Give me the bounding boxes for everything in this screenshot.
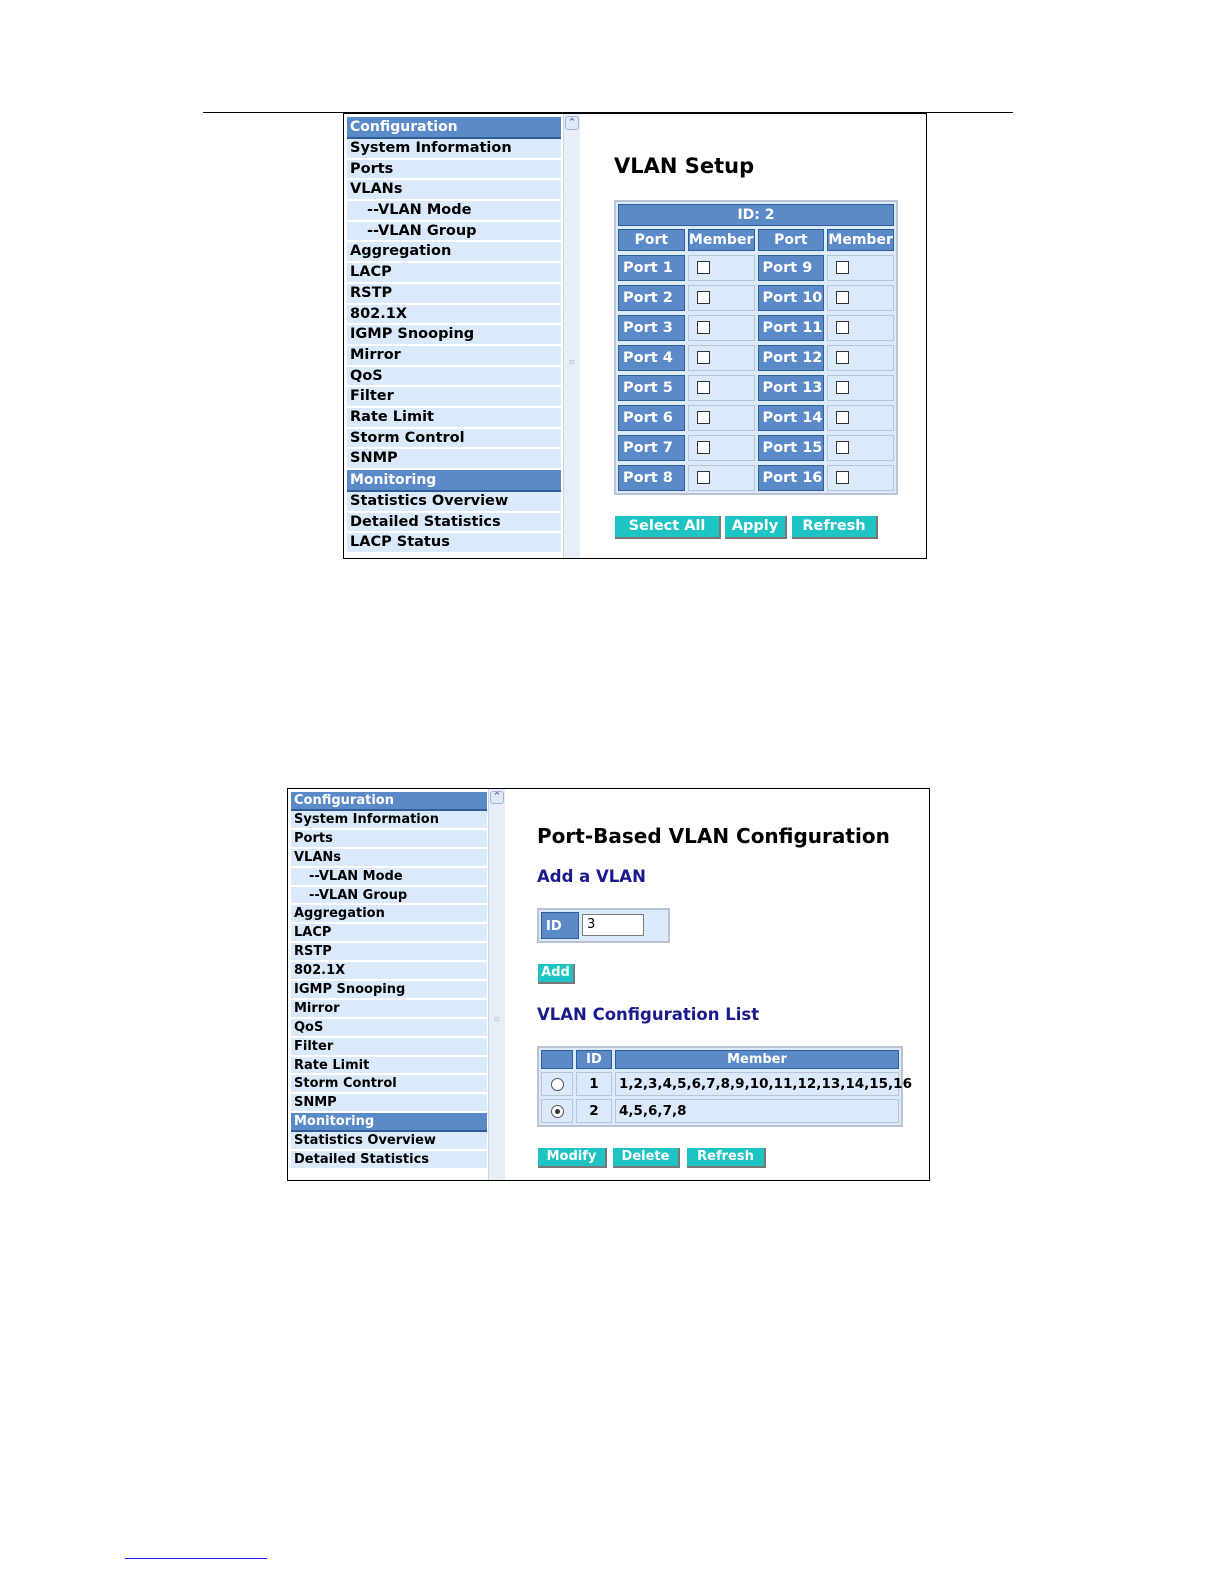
- sidebar-item-mirror[interactable]: Mirror: [291, 1000, 487, 1019]
- sidebar-item-8021x[interactable]: 802.1X: [291, 962, 487, 981]
- sidebar-scrollbar[interactable]: [488, 789, 505, 1180]
- member-checkbox-port-6[interactable]: [697, 411, 710, 424]
- sidebar-item-ports[interactable]: Ports: [347, 160, 561, 181]
- sidebar-item-ports[interactable]: Ports: [291, 830, 487, 849]
- port-label: Port 13: [758, 375, 825, 401]
- member-cell: [688, 465, 755, 491]
- sidebar-item-vlans[interactable]: VLANs: [347, 180, 561, 201]
- sidebar-item-statistics-overview[interactable]: Statistics Overview: [291, 1132, 487, 1151]
- modify-button[interactable]: Modify: [538, 1148, 607, 1168]
- member-checkbox-port-1[interactable]: [697, 261, 710, 274]
- scroll-grip-icon[interactable]: ≡: [493, 1015, 501, 1025]
- vlan-id-label: ID: [541, 912, 579, 939]
- page-rule-bottom: [125, 1558, 267, 1559]
- sidebar-item-detailed-statistics[interactable]: Detailed Statistics: [347, 513, 561, 534]
- member-checkbox-port-11[interactable]: [836, 321, 849, 334]
- table-row: [541, 1072, 912, 1096]
- select-cell: [541, 1072, 573, 1096]
- sidebar-item-detailed-statistics[interactable]: Detailed Statistics: [291, 1151, 487, 1170]
- port-label: Port 10: [758, 285, 825, 311]
- vlan-list-heading: VLAN Configuration List: [537, 1005, 760, 1024]
- member-cell: [688, 435, 755, 461]
- port-based-vlan-window: [287, 788, 930, 1181]
- vlan-id-input[interactable]: 3: [582, 914, 644, 936]
- port-label: Port 16: [758, 465, 825, 491]
- select-cell: [541, 1099, 573, 1123]
- add-vlan-heading: Add a VLAN: [537, 867, 646, 886]
- sidebar-item-rate-limit[interactable]: Rate Limit: [347, 408, 561, 429]
- member-checkbox-port-9[interactable]: [836, 261, 849, 274]
- member-checkbox-port-7[interactable]: [697, 441, 710, 454]
- column-header-port: Port: [758, 229, 825, 251]
- scroll-grip-icon[interactable]: ≡: [568, 358, 576, 368]
- scroll-up-icon[interactable]: ⌃: [490, 791, 504, 804]
- apply-button[interactable]: Apply: [725, 516, 787, 539]
- member-checkbox-port-8[interactable]: [697, 471, 710, 484]
- scroll-up-icon[interactable]: ⌃: [565, 116, 579, 130]
- refresh-button[interactable]: Refresh: [687, 1148, 766, 1168]
- member-cell: [688, 315, 755, 341]
- member-checkbox-port-3[interactable]: [697, 321, 710, 334]
- member-cell: [688, 285, 755, 311]
- page-title: VLAN Setup: [614, 154, 755, 178]
- member-checkbox-port-2[interactable]: [697, 291, 710, 304]
- port-label: Port 1: [618, 255, 685, 281]
- sidebar-item-snmp[interactable]: SNMP: [347, 449, 561, 470]
- vlan-member-cell: 1,2,3,4,5,6,7,8,9,10,11,12,13,14,15,16: [615, 1072, 899, 1096]
- sidebar-item-vlan-group[interactable]: --VLAN Group: [291, 887, 487, 906]
- vlan-config-table: [537, 1046, 912, 1127]
- member-cell: [827, 465, 894, 491]
- vlan-1-radio[interactable]: [551, 1078, 564, 1091]
- member-cell: [688, 375, 755, 401]
- sidebar-nav: [344, 114, 565, 558]
- port-label: Port 6: [618, 405, 685, 431]
- refresh-button[interactable]: Refresh: [792, 516, 878, 539]
- member-cell: [688, 255, 755, 281]
- column-header-member: Member: [688, 229, 755, 251]
- page-title: Port-Based VLAN Configuration: [537, 824, 890, 848]
- member-cell: [827, 345, 894, 371]
- vlan-id-cell: 2: [576, 1099, 612, 1123]
- table-row: [541, 1099, 899, 1123]
- port-label: Port 11: [758, 315, 825, 341]
- sidebar-item-igmp-snooping[interactable]: IGMP Snooping: [291, 981, 487, 1000]
- port-label: Port 4: [618, 345, 685, 371]
- table-row: [618, 285, 894, 311]
- sidebar-item-system-information[interactable]: System Information: [347, 139, 561, 160]
- sidebar-item-vlan-mode[interactable]: --VLAN Mode: [291, 868, 487, 887]
- member-checkbox-port-16[interactable]: [836, 471, 849, 484]
- port-label: Port 15: [758, 435, 825, 461]
- vlan-setup-window: [343, 113, 927, 559]
- select-all-button[interactable]: Select All: [615, 516, 721, 539]
- sidebar-item-lacp-status[interactable]: LACP Status: [347, 533, 561, 554]
- sidebar-item-rstp[interactable]: RSTP: [347, 284, 561, 305]
- sidebar-item-8021x[interactable]: 802.1X: [347, 305, 561, 326]
- table-header-row: [541, 1050, 899, 1069]
- sidebar-item-igmp-snooping[interactable]: IGMP Snooping: [347, 325, 561, 346]
- sidebar-item-rate-limit[interactable]: Rate Limit: [291, 1057, 487, 1076]
- nav-header-configuration[interactable]: Configuration: [347, 117, 561, 139]
- member-checkbox-port-12[interactable]: [836, 351, 849, 364]
- member-cell: [827, 405, 894, 431]
- column-header-select: [541, 1050, 573, 1069]
- port-label: Port 9: [758, 255, 825, 281]
- sidebar-nav: [288, 789, 491, 1180]
- table-row: [618, 405, 894, 431]
- port-label: Port 7: [618, 435, 685, 461]
- sidebar-item-qos[interactable]: QoS: [291, 1019, 487, 1038]
- add-button[interactable]: Add: [538, 964, 575, 984]
- table-row: [618, 345, 894, 371]
- table-row: [618, 435, 894, 461]
- sidebar-item-storm-control[interactable]: Storm Control: [291, 1075, 487, 1094]
- member-cell: [827, 255, 894, 281]
- column-header-id: ID: [576, 1050, 612, 1069]
- sidebar-scrollbar[interactable]: [563, 114, 580, 558]
- member-cell: [827, 315, 894, 341]
- sidebar-item-vlans[interactable]: VLANs: [291, 849, 487, 868]
- port-label: Port 8: [618, 465, 685, 491]
- sidebar-item-rstp[interactable]: RSTP: [291, 943, 487, 962]
- sidebar-item-filter[interactable]: Filter: [291, 1038, 487, 1057]
- nav-header-monitoring[interactable]: Monitoring: [291, 1113, 487, 1132]
- member-cell: [688, 345, 755, 371]
- table-row: [618, 465, 894, 491]
- port-label: Port 5: [618, 375, 685, 401]
- sidebar-item-statistics-overview[interactable]: Statistics Overview: [347, 492, 561, 513]
- sidebar-item-storm-control[interactable]: Storm Control: [347, 429, 561, 450]
- port-label: Port 14: [758, 405, 825, 431]
- nav-header-monitoring[interactable]: Monitoring: [347, 470, 561, 492]
- table-row: [618, 315, 894, 341]
- vlan-member-table: [614, 200, 898, 495]
- sidebar-item-vlan-mode[interactable]: --VLAN Mode: [347, 201, 561, 222]
- nav-header-configuration[interactable]: Configuration: [291, 792, 487, 811]
- member-cell: [827, 435, 894, 461]
- sidebar-item-aggregation[interactable]: Aggregation: [347, 242, 561, 263]
- vlan-id-form: [537, 908, 670, 943]
- vlan-id-header: ID: 2: [618, 204, 894, 226]
- member-cell: [827, 375, 894, 401]
- sidebar-item-qos[interactable]: QoS: [347, 367, 561, 388]
- port-label: Port 2: [618, 285, 685, 311]
- member-checkbox-port-5[interactable]: [697, 381, 710, 394]
- member-checkbox-port-15[interactable]: [836, 441, 849, 454]
- member-checkbox-port-13[interactable]: [836, 381, 849, 394]
- delete-button[interactable]: Delete: [613, 1148, 680, 1168]
- port-label: Port 12: [758, 345, 825, 371]
- member-cell: [827, 285, 894, 311]
- member-checkbox-port-14[interactable]: [836, 411, 849, 424]
- member-cell: [688, 405, 755, 431]
- column-header-member: Member: [615, 1050, 899, 1069]
- table-header-row: [618, 229, 894, 251]
- vlan-id-cell: 1: [576, 1072, 612, 1096]
- column-header-port: Port: [618, 229, 685, 251]
- port-label: Port 3: [618, 315, 685, 341]
- column-header-member: Member: [827, 229, 894, 251]
- sidebar-item-mirror[interactable]: Mirror: [347, 346, 561, 367]
- table-row: [618, 375, 894, 401]
- sidebar-item-vlan-group[interactable]: --VLAN Group: [347, 222, 561, 243]
- sidebar-item-lacp[interactable]: LACP: [347, 263, 561, 284]
- table-row: [618, 255, 894, 281]
- sidebar-item-aggregation[interactable]: Aggregation: [291, 905, 487, 924]
- vlan-2-radio[interactable]: [551, 1105, 564, 1118]
- vlan-member-cell: 4,5,6,7,8: [615, 1099, 899, 1123]
- sidebar-item-filter[interactable]: Filter: [347, 387, 561, 408]
- member-checkbox-port-10[interactable]: [836, 291, 849, 304]
- member-checkbox-port-4[interactable]: [697, 351, 710, 364]
- sidebar-item-snmp[interactable]: SNMP: [291, 1094, 487, 1113]
- sidebar-item-system-information[interactable]: System Information: [291, 811, 487, 830]
- sidebar-item-lacp[interactable]: LACP: [291, 924, 487, 943]
